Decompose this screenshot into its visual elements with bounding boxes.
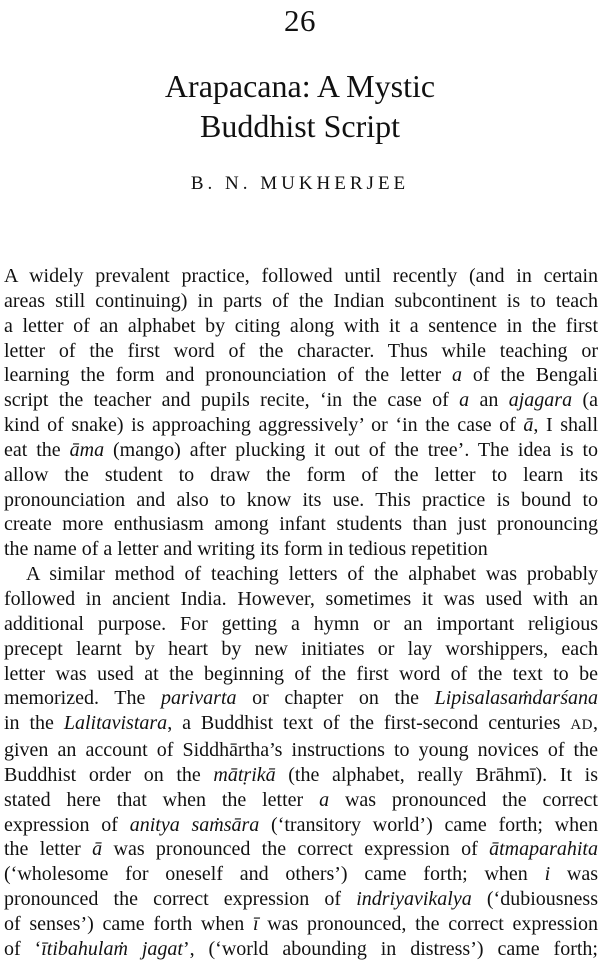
text-segment: ’, (‘world abounding in distress’) came forth; (182, 937, 598, 960)
text-line (4, 438, 598, 463)
text-segment: expression of (4, 813, 130, 836)
text-line (4, 587, 598, 612)
text-segment: was pronounced the correct expression of (102, 838, 490, 861)
chapter-title-line-2: Buddhist Script (199, 108, 400, 144)
text-segment: followed in ancient India. However, sometimes it was used with an (4, 587, 598, 610)
text-segment: (mango) after plucking it out of the tree’. The idea is to (104, 438, 598, 461)
text-segment: letter of the first word of the character. Thus while teaching or (4, 339, 598, 362)
text-segment: , a Buddhist text of the first-second centuries (167, 712, 571, 735)
text-line (4, 837, 598, 862)
chapter-title (0, 66, 600, 146)
text-segment: (‘transitory world’) came forth; when (259, 813, 598, 836)
text-segment: of senses’) came forth when (4, 912, 253, 935)
text-segment: allow the student to draw the form of the letter to learn its (4, 463, 598, 486)
text-segment: or chapter on the (236, 687, 435, 710)
text-segment: (the alphabet, really Brāhmī). It is (275, 763, 598, 786)
text-segment: create more enthusiasm among infant students than just pronouncing (4, 513, 598, 536)
text-segment: precept learnt by heart by new initiates or lay worshippers, each (4, 637, 598, 660)
text-segment: script the teacher and pupils recite, ‘in the case of (4, 389, 460, 412)
text-segment: areas still continuing) in parts of the Indian subcontinent is to teach (4, 289, 598, 312)
text-segment: stated here that when the letter (4, 788, 320, 811)
text-segment: kind of snake) is approaching aggressively’ or ‘in the case of (4, 414, 524, 437)
text-line (4, 937, 598, 962)
text-segment: in the (4, 712, 64, 735)
text-line (4, 388, 598, 413)
small-caps-term: AD (570, 717, 593, 734)
italic-term: ā (523, 414, 534, 437)
text-line (4, 562, 598, 587)
text-line (4, 887, 598, 912)
italic-term: āma (69, 438, 105, 461)
text-segment: eat the (4, 438, 70, 461)
chapter-body-text (4, 264, 598, 962)
text-segment: the letter (4, 838, 93, 861)
text-line (4, 662, 598, 687)
italic-term: ā (92, 838, 103, 861)
text-line (4, 912, 598, 937)
text-line (4, 637, 598, 662)
text-segment: A similar method of teaching letters of the alphabet was probably (26, 563, 598, 586)
italic-term: ītibahulaṁ jagat (41, 937, 183, 960)
text-line (4, 289, 598, 314)
text-line (4, 488, 598, 513)
text-segment: (‘wholesome for oneself and others’) came forth; when (4, 863, 545, 886)
text-line (4, 813, 598, 838)
chapter-title-line-1: Arapacana: A Mystic (164, 68, 436, 104)
text-line (4, 711, 598, 738)
text-line (4, 413, 598, 438)
text-segment: additional purpose. For getting a hymn or an important religious (4, 612, 598, 635)
text-line (4, 763, 598, 788)
text-segment: pronounced the correct expression of (4, 888, 357, 911)
text-line (4, 264, 598, 289)
text-segment: letter was used at the beginning of the first word of the text to be (4, 662, 598, 685)
italic-term: Lalitavistara (63, 712, 168, 735)
text-segment: (a (572, 389, 598, 412)
text-segment: an (469, 389, 509, 412)
text-segment: given an account of Siddhārtha’s instructions to young novices of the (4, 739, 598, 762)
italic-term: i (544, 863, 551, 886)
text-segment: (‘dubiousness (471, 888, 598, 911)
text-line (4, 363, 598, 388)
text-line (4, 612, 598, 637)
author-name: B. N. MUKHERJEE (190, 173, 410, 194)
paragraph (4, 562, 598, 962)
text-segment: Buddhist order on the (4, 763, 214, 786)
text-segment: of ‘ (4, 937, 42, 960)
italic-term: ī (252, 912, 259, 935)
text-segment: A widely prevalent practice, followed until recently (and in certain (4, 265, 598, 287)
text-segment: memorized. The (4, 687, 161, 710)
text-line (4, 686, 598, 711)
italic-term: indriyavikalya (356, 888, 472, 911)
text-segment: , (592, 712, 598, 735)
text-line (4, 738, 598, 763)
text-segment: was (550, 863, 598, 886)
text-line (4, 537, 598, 562)
text-segment: was pronounced the correct (329, 788, 598, 811)
text-segment: , I shall (533, 414, 598, 437)
italic-term: a (459, 389, 470, 412)
italic-term: mātṛikā (213, 763, 276, 786)
italic-term: ātmaparahita (489, 838, 598, 861)
paragraph (4, 264, 598, 562)
italic-term: ajagara (508, 389, 573, 412)
italic-term: parivarta (160, 687, 237, 710)
text-line (4, 862, 598, 887)
text-line (4, 788, 598, 813)
text-line (4, 512, 598, 537)
text-line (4, 314, 598, 339)
text-segment: learning the form and pronounciation of the letter (4, 364, 453, 387)
text-segment: a letter of an alphabet by citing along with it a sentence in the first (4, 314, 598, 337)
italic-term: a (452, 364, 463, 387)
italic-term: a (319, 788, 330, 811)
italic-term: Lipisalasaṁdarśana (434, 687, 598, 710)
text-line (4, 463, 598, 488)
chapter-number: 26 (284, 3, 316, 38)
text-segment: was pronounced, the correct expression (258, 912, 598, 935)
text-line (4, 339, 598, 364)
text-segment: of the Bengali (462, 364, 598, 387)
text-segment: the name of a letter and writing its form in tedious repetition (4, 538, 488, 561)
text-segment: pronounciation and also to know its use. This practice is bound to (4, 488, 598, 511)
italic-term: anitya saṁsāra (129, 813, 260, 836)
